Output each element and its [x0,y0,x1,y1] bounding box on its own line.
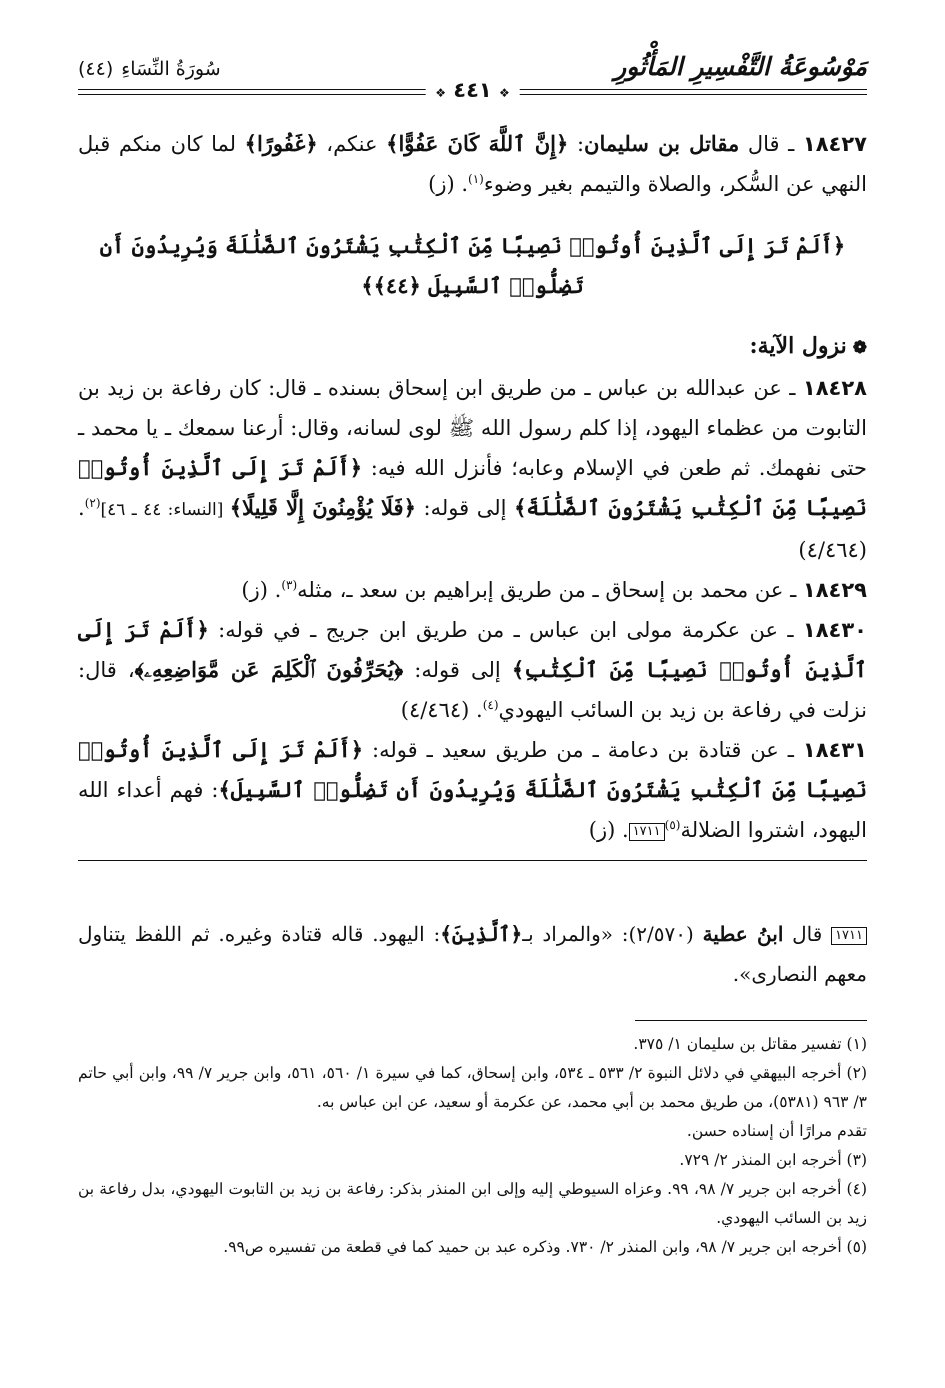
footnote-rule [635,1020,867,1021]
section-title: نزول الآية: [749,333,847,359]
text: إلى قوله: [403,658,512,682]
text: ، قال: نزلت في رفاعة بن زيد بن السائب اليهودي [78,658,867,722]
quran-quote: ﴿يُحَرِّفُونَ ٱلْكَلِمَ عَن مَّوَاضِعِهِۦ﴾ [134,657,404,682]
footnote-ref[interactable]: (٤) [482,698,499,712]
page-number-value: ٤٤١ [453,78,492,102]
footnotes [78,1030,867,1262]
footnote-3: (٣) أخرجه ابن المنذر ٢/ ٧٢٩. [679,1151,867,1169]
page-header [78,48,867,104]
footnote-4: (٤) أخرجه ابن جرير ٧/ ٩٨، ٩٩. وعزاه السيوطي إليه وإلى ابن المنذر بذكر: رفاعة بن زيد بن التابوت اليهودي، بدل رفاعة بن زيد بن السائب اليهودي. [78,1180,867,1227]
source-mark: . (ز) [241,578,282,602]
narration-18427 [78,124,867,204]
main-text [78,124,867,861]
footnote-ref[interactable]: (٥) [664,818,681,832]
source-mark: . (ز) [428,172,469,196]
commentary-separator [78,860,867,861]
narration-number: ١٨٤٢٨ [802,376,867,400]
quran-quote: ﴿أَلَمْ تَرَ إِلَى ٱلَّذِينَ أُوتُوا۟ نَصِيبًا مِّنَ ٱلْكِتَٰبِ﴾ [78,617,867,682]
scholar-name: ابنُ عطية [702,922,784,946]
narration-18431 [78,730,867,850]
text: ـ عن عكرمة مولى ابن عباس ـ من طريق ابن جريج ـ في قوله: [208,618,803,642]
narration-number: ١٨٤٣٠ [802,618,867,642]
ornament-icon: ❖ [499,86,510,100]
text: ـ عن محمد بن إسحاق ـ من طريق إبراهيم بن سعد ـ، مثله [297,578,803,602]
ornament-icon: ❖ [435,86,446,100]
page-number [425,78,520,102]
footnote-1: (١) تفسير مقاتل بن سليمان ١/ ٣٧٥. [633,1035,867,1053]
quran-quote: ﴿ٱلَّذِينَ﴾ [440,922,523,946]
flower-icon: ❁ [852,338,867,358]
narrator-name: مقاتل بن سليمان [584,131,740,156]
text: ـ عن قتادة بن دعامة ـ من طريق سعيد ـ قوله: [363,738,803,762]
footnote-ref[interactable]: (٣) [281,578,298,592]
commentary-tag: ١٧١١ [831,927,867,945]
narration-number: ١٨٤٢٩ [802,578,867,602]
narration-18430 [78,610,867,730]
footnote-ref[interactable]: (٢) [84,496,101,510]
book-title: مَوْسُوعَةُ التَّفْسِيرِ المَأْثُورِ [614,52,867,81]
text: عنكم، [317,132,387,156]
surah-name: سُورَةُ النِّسَاءِ [121,58,221,80]
source-mark: . (ز) [588,818,629,842]
narration-18428 [78,368,867,570]
surah-ayah-number: (٤٤) [78,58,114,80]
text: قال [783,922,832,946]
quran-quote: ﴿إِنَّ ٱللَّهَ كَانَ عَفُوًّا﴾ [386,131,569,156]
footnote-2: (٢) أخرجه البيهقي في دلائل النبوة ٢/ ٥٣٣ ـ ٥٣٤، وابن إسحاق، كما في سيرة ١/ ٥٦٠، ٥٦١، وابن جرير ٧/ ٩٩، وابن أبي حاتم ٣/ ٩٦٣ (٥٣٨١)، من طريق محمد بن أبي محمد، عن عكرمة أو سعيد، عن ابن عباس به. [78,1064,867,1111]
ayah-heading: ﴿أَلَمْ تَرَ إِلَى ٱلَّذِينَ أُوتُوا۟ نَصِيبًا مِّنَ ٱلْكِتَٰبِ يَشْتَرُونَ ٱلضَّلَٰلَةَ وَيُرِيدُونَ أَن تَضِلُّوا۟ ٱلسَّبِيلَ ﴿٤٤﴾﴾ [99,233,846,298]
source-mark: . (٤/٤٦٤) [78,496,867,562]
commentary-note [78,914,867,994]
source-mark: . (٤/٤٦٤) [400,698,483,722]
text: : [568,132,585,156]
quran-quote: ﴿فَلَا يُؤْمِنُونَ إِلَّا قَلِيلًا﴾ [229,495,416,520]
narration-number: ١٨٤٣١ [802,738,867,762]
footnote-ref[interactable]: (١) [468,172,484,186]
quran-quote: ﴿أَلَمْ تَرَ إِلَى ٱلَّذِينَ أُوتُوا۟ نَصِيبًا مِّنَ ٱلْكِتَٰبِ يَشْتَرُونَ ٱلضَّلَٰلَةَ﴾ [78,455,867,520]
text: ـ قال [739,132,803,156]
text: ـ عن عبدالله بن عباس ـ من طريق ابن إسحاق بسنده ـ قال: كان رفاعة بن زيد بن التابوت من عظماء اليهود، إذا كلم رسول الله ﷺ لوى لسانه، وقال: أرعنا سمعك ـ يا محمد ـ حتى نفهمك. ثم طعن في الإسلام وعابه؛ فأنزل الله فيه: [78,376,867,480]
text: (٢/٥٧٠): «والمراد بـ [522,922,703,946]
text: لما كان منكم قبل النهي عن السُّكر، والصلاة والتيمم بغير وضوء [78,132,867,196]
narration-18429 [78,570,867,610]
verse-reference: [النساء: ٤٤ ـ ٤٦] [100,500,230,520]
text: إلى قوله: [415,496,515,520]
quran-quote: ﴿أَلَمْ تَرَ إِلَى ٱلَّذِينَ أُوتُوا۟ نَصِيبًا مِّنَ ٱلْكِتَٰبِ يَشْتَرُونَ ٱلضَّلَٰلَةَ وَيُرِيدُونَ أَن تَضِلُّوا۟ ٱلسَّبِيلَ﴾ [78,737,867,802]
text: : فهم أعداء الله اليهود، اشتروا الضلالة [78,778,867,842]
quran-quote: ﴿غَفُورًا﴾ [244,131,318,156]
section-heading [78,326,867,368]
surah-title [78,58,221,80]
footnote-5: (٥) أخرجه ابن جرير ٧/ ٩٨، وابن المنذر ٢/ ٧٣٠. وذكره عبد بن حميد كما في قطعة من تفسيره ص٩٩. [223,1238,867,1256]
commentary-ref-tag[interactable]: ١٧١١ [629,823,665,841]
narration-number: ١٨٤٢٧ [802,132,867,156]
text: : اليهود. قاله قتادة وغيره. ثم اللفظ يتناول معهم النصارى». [78,922,867,986]
footnote-2-note: تقدم مرارًا أن إسناده حسن. [686,1122,867,1140]
